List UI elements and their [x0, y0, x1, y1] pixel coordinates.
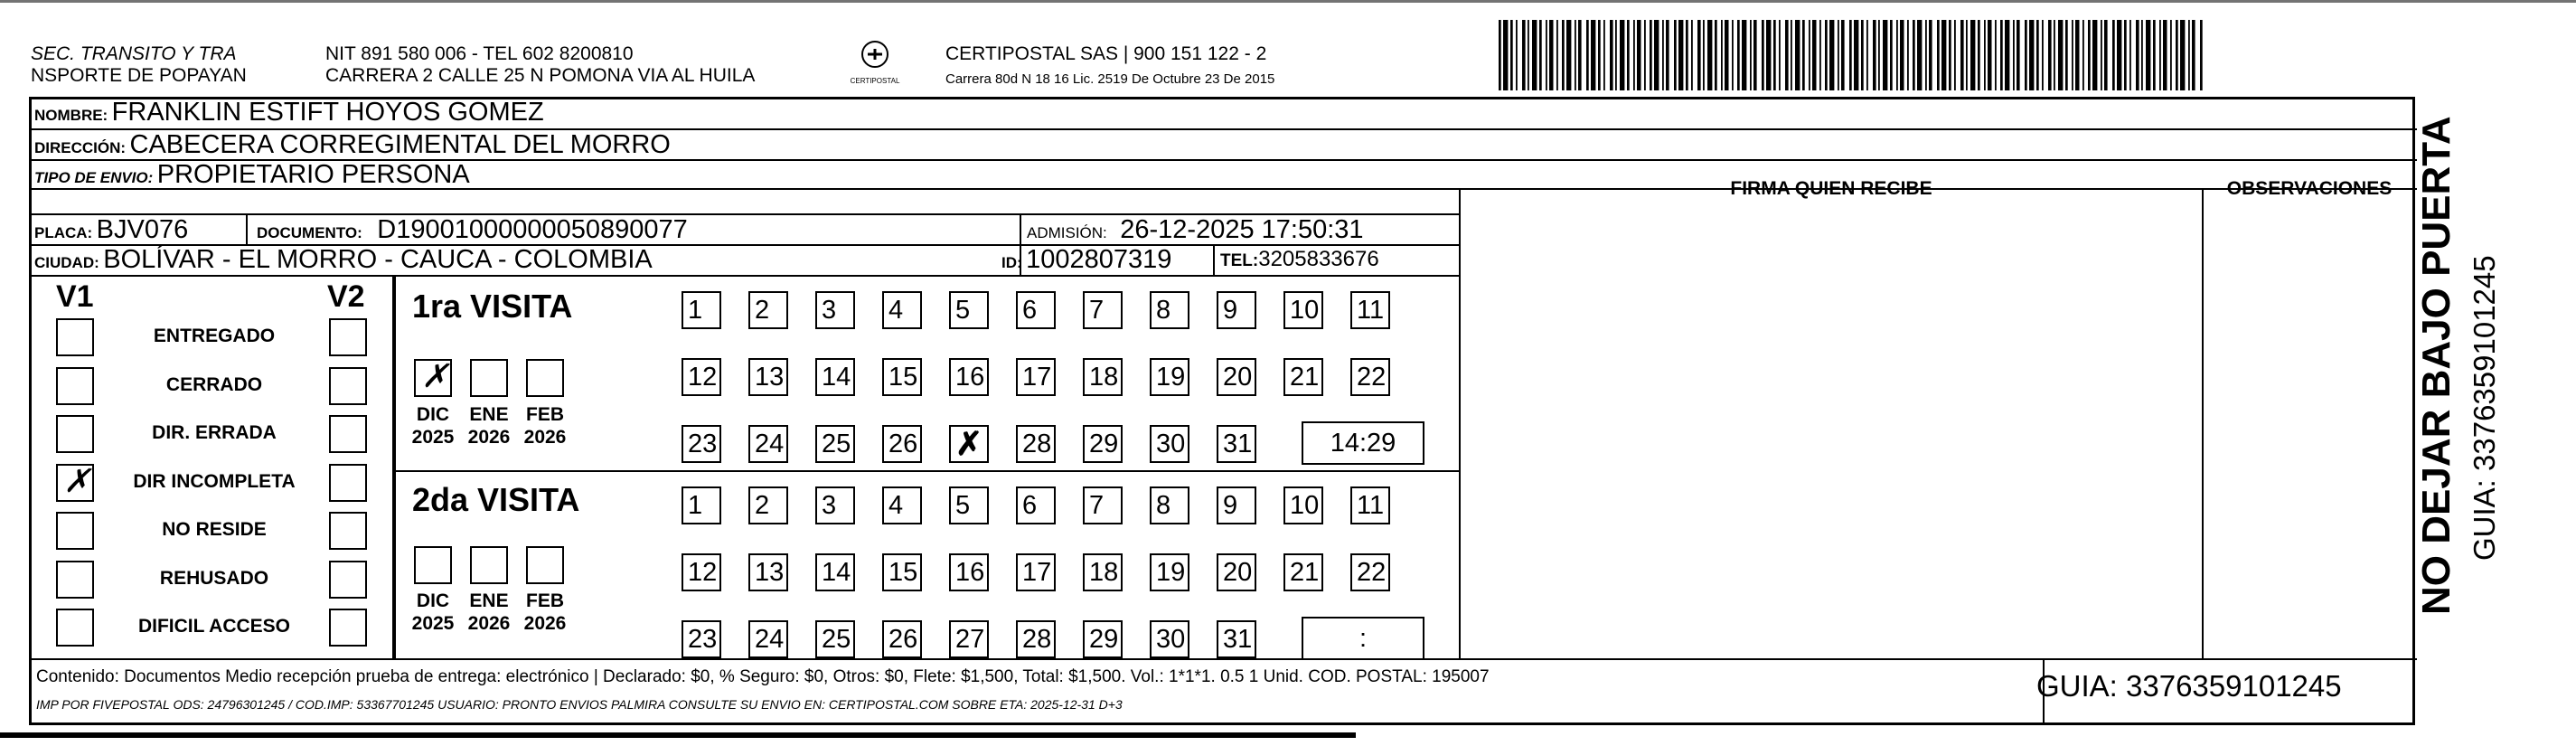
direccion-label: DIRECCIÓN: — [34, 139, 127, 156]
v1-checkbox[interactable] — [56, 609, 94, 647]
second-visit-title: 2da VISITA — [412, 481, 580, 518]
v1-checkbox[interactable] — [56, 561, 94, 599]
day-box[interactable] — [748, 358, 788, 396]
day-box[interactable] — [682, 486, 721, 524]
ciudad-row — [34, 244, 653, 279]
day-box[interactable] — [1217, 358, 1256, 396]
day-box[interactable] — [682, 620, 721, 658]
documento-value: D19001000000050890077 — [377, 215, 688, 244]
nombre-value: FRANKLIN ESTIFT HOYOS GOMEZ — [111, 98, 544, 127]
day-box[interactable] — [1016, 425, 1056, 463]
day-number: 30 — [1156, 625, 1186, 654]
day-box[interactable] — [1016, 358, 1056, 396]
day-number: 15 — [888, 558, 918, 587]
day-box[interactable] — [882, 486, 922, 524]
status-option-label: CERRADO — [165, 373, 263, 395]
placa-value: BJV076 — [96, 215, 189, 244]
tel-value: 3205833676 — [1258, 247, 1379, 271]
footer-content-line: Contenido: Documentos Medio recepción prueba de entrega: electrónico | Declarado: $0, % Seguro: $0, Otros: $0, Flete: $1,500, Total: $1,500. Vol.: 1*1*1. 0.5 1 Unid. COD. POSTAL: 195007 — [36, 667, 1490, 686]
placa-label: PLACA: — [34, 224, 93, 241]
day-number: 15 — [888, 363, 918, 392]
v1-header: V1 — [56, 279, 94, 314]
v1-checkbox[interactable] — [56, 512, 94, 550]
day-number: 10 — [1290, 491, 1320, 520]
day-number: 1 — [688, 491, 703, 520]
day-box[interactable] — [1016, 620, 1056, 658]
day-box[interactable] — [949, 553, 989, 591]
day-number: 9 — [1223, 491, 1238, 520]
day-number: 4 — [888, 491, 904, 520]
day-number: 14 — [822, 558, 851, 587]
day-box[interactable] — [815, 291, 855, 329]
footer-guia: GUIA: 3376359101245 — [2036, 669, 2342, 703]
check-mark-icon: ✗ — [955, 425, 983, 462]
tel-label: TEL: — [1220, 251, 1259, 270]
day-box[interactable] — [1083, 291, 1123, 329]
tel-row — [1220, 244, 1379, 278]
day-number: 21 — [1290, 558, 1320, 587]
day-number: 28 — [1022, 625, 1052, 654]
day-number: 16 — [955, 363, 985, 392]
time-box[interactable]: : — [1302, 617, 1424, 660]
day-box[interactable] — [1083, 425, 1123, 463]
sender-line-1: SEC. TRANSITO Y TRA — [31, 43, 237, 64]
v2-checkbox[interactable] — [329, 318, 367, 356]
day-box[interactable] — [748, 620, 788, 658]
day-number: 6 — [1022, 491, 1038, 520]
day-number: 13 — [755, 558, 785, 587]
day-box[interactable] — [1350, 486, 1390, 524]
carrier-line-1: CERTIPOSTAL SAS | 900 151 122 - 2 — [945, 43, 1267, 64]
admision-value: 26-12-2025 17:50:31 — [1120, 215, 1364, 244]
day-box[interactable] — [748, 553, 788, 591]
day-number: 24 — [755, 430, 785, 458]
month-checkbox[interactable] — [470, 359, 508, 397]
month-label: FEB 2026 — [523, 404, 567, 448]
day-box[interactable] — [1083, 486, 1123, 524]
day-box[interactable] — [1150, 620, 1189, 658]
nombre-row — [34, 97, 544, 132]
status-option-label: ENTREGADO — [153, 326, 276, 346]
day-number: 23 — [688, 430, 718, 458]
day-box[interactable] — [1150, 291, 1189, 329]
day-number: 2 — [755, 491, 770, 520]
carrier-line-2: Carrera 80d N 18 16 Lic. 2519 De Octubre 23 De 2015 — [945, 71, 1275, 87]
day-box[interactable] — [682, 425, 721, 463]
day-number: 5 — [955, 296, 971, 325]
certipostal-logo — [832, 38, 918, 92]
day-number: 12 — [688, 558, 718, 587]
day-number: 20 — [1223, 363, 1253, 392]
day-number: 17 — [1022, 363, 1052, 392]
day-box[interactable] — [1150, 553, 1189, 591]
day-number: 30 — [1156, 430, 1186, 458]
day-box[interactable] — [748, 425, 788, 463]
day-box[interactable] — [949, 291, 989, 329]
day-number: 29 — [1089, 430, 1119, 458]
day-number: 17 — [1022, 558, 1052, 587]
day-box[interactable] — [682, 358, 721, 396]
month-checkbox[interactable] — [526, 546, 564, 584]
day-number: 4 — [888, 296, 904, 325]
status-option-label: DIFICIL ACCESO — [137, 616, 290, 637]
month-label: ENE 2026 — [467, 404, 511, 448]
admision-label: ADMISIÓN: — [1027, 224, 1107, 241]
day-number: 19 — [1156, 363, 1186, 392]
day-box[interactable] — [1217, 291, 1256, 329]
logo-text: CERTIPOSTAL — [850, 77, 900, 85]
day-number: 7 — [1089, 296, 1105, 325]
first-visit-title: 1ra VISITA — [412, 288, 573, 325]
day-box[interactable] — [1217, 620, 1256, 658]
day-box[interactable] — [815, 620, 855, 658]
day-box[interactable] — [882, 425, 922, 463]
day-number: 3 — [822, 296, 837, 325]
check-mark-icon: ✗ — [63, 461, 91, 499]
day-box[interactable] — [748, 291, 788, 329]
month-checkbox[interactable] — [526, 359, 564, 397]
day-number: 24 — [755, 625, 785, 654]
firma-area[interactable] — [1461, 215, 2202, 656]
day-box[interactable] — [1150, 425, 1189, 463]
day-box[interactable] — [1217, 486, 1256, 524]
day-box[interactable] — [949, 425, 989, 463]
day-number: 21 — [1290, 363, 1320, 392]
nombre-label: NOMBRE: — [34, 107, 108, 124]
day-box[interactable] — [949, 358, 989, 396]
v1-checkbox[interactable] — [56, 461, 94, 502]
day-number: 26 — [888, 430, 918, 458]
day-number: 26 — [888, 625, 918, 654]
day-box[interactable] — [748, 486, 788, 524]
day-box[interactable] — [1016, 486, 1056, 524]
day-box[interactable] — [1083, 553, 1123, 591]
sender-line-2: NSPORTE DE POPAYAN — [31, 65, 247, 86]
day-number: 28 — [1022, 430, 1052, 458]
day-box[interactable] — [1150, 358, 1189, 396]
day-number: 31 — [1223, 625, 1253, 654]
tipo-envio-value: PROPIETARIO PERSONA — [156, 160, 470, 189]
v2-header: V2 — [327, 279, 365, 314]
day-box[interactable] — [949, 486, 989, 524]
status-option-label: REHUSADO — [159, 567, 269, 589]
side-guia: GUIA: 3376359101245 — [2468, 255, 2501, 561]
month-checkbox[interactable] — [414, 359, 452, 397]
day-number: 10 — [1290, 296, 1320, 325]
direccion-value: CABECERA CORREGIMENTAL DEL MORRO — [129, 130, 671, 159]
day-number: 14 — [822, 363, 851, 392]
firma-column-header: FIRMA QUIEN RECIBE — [1730, 178, 1932, 199]
day-box[interactable] — [1283, 486, 1323, 524]
day-number: 31 — [1223, 430, 1253, 458]
time-box[interactable]: 14:29 — [1302, 421, 1424, 465]
day-box[interactable] — [1217, 425, 1256, 463]
month-checkbox[interactable] — [414, 546, 452, 584]
day-number: 1 — [688, 296, 703, 325]
v2-checkbox[interactable] — [329, 367, 367, 405]
day-box[interactable] — [1283, 358, 1323, 396]
tipo-envio-row — [34, 159, 470, 194]
status-option-label: DIR INCOMPLETA — [133, 470, 296, 492]
sender-address-line: CARRERA 2 CALLE 25 N POMONA VIA AL HUILA — [325, 65, 756, 86]
day-number: 18 — [1089, 558, 1119, 587]
day-box[interactable] — [882, 553, 922, 591]
v2-checkbox[interactable] — [329, 609, 367, 647]
day-number: 5 — [955, 491, 971, 520]
day-box[interactable] — [882, 291, 922, 329]
day-number: 23 — [688, 625, 718, 654]
day-box[interactable] — [1083, 620, 1123, 658]
v1-checkbox[interactable] — [56, 415, 94, 453]
day-box[interactable] — [815, 358, 855, 396]
day-number: 11 — [1357, 491, 1385, 520]
day-box[interactable] — [815, 425, 855, 463]
day-number: 8 — [1156, 296, 1171, 325]
day-number: 25 — [822, 430, 851, 458]
id-label: ID: — [1001, 254, 1022, 271]
day-number: 11 — [1357, 296, 1385, 325]
sender-nit-line: NIT 891 580 006 - TEL 602 8200810 — [325, 43, 634, 64]
day-box[interactable] — [1083, 358, 1123, 396]
month-checkbox[interactable] — [470, 546, 508, 584]
day-box[interactable] — [949, 620, 989, 658]
ciudad-value: BOLÍVAR - EL MORRO - CAUCA - COLOMBIA — [103, 245, 653, 274]
day-number: 8 — [1156, 491, 1171, 520]
tipo-envio-label: TIPO DE ENVIO: — [34, 169, 154, 186]
footer-print-line: IMP POR FIVEPOSTAL ODS: 24796301245 / COD.IMP: 53367701245 USUARIO: PRONTO ENVIOS PALMIRA CONSULTE SU ENVIO EN: CERTIPOSTAL.COM SOBRE ETA: 2025-12-31 D+3 — [36, 697, 1123, 712]
day-number: 29 — [1089, 625, 1119, 654]
day-box[interactable] — [1283, 553, 1323, 591]
day-box[interactable] — [1150, 486, 1189, 524]
day-box[interactable] — [1350, 291, 1390, 329]
day-number: 12 — [688, 363, 718, 392]
day-box[interactable] — [1217, 553, 1256, 591]
v2-checkbox[interactable] — [329, 512, 367, 550]
id-row — [1001, 244, 1171, 279]
day-number: 22 — [1357, 558, 1387, 587]
day-box[interactable] — [682, 553, 721, 591]
day-number: 3 — [822, 491, 837, 520]
day-number: 25 — [822, 625, 851, 654]
day-box[interactable] — [1016, 291, 1056, 329]
day-number: 27 — [955, 625, 985, 654]
v1-checkbox[interactable] — [56, 318, 94, 356]
day-number: 20 — [1223, 558, 1253, 587]
month-label: DIC 2025 — [411, 404, 455, 448]
observaciones-column-header: OBSERVACIONES — [2226, 178, 2393, 199]
side-warning: NO DEJAR BAJO PUERTA — [2414, 116, 2458, 615]
day-number: 19 — [1156, 558, 1186, 587]
day-number: 13 — [755, 363, 785, 392]
v1-checkbox[interactable] — [56, 367, 94, 405]
day-box[interactable] — [882, 358, 922, 396]
v2-checkbox[interactable] — [329, 561, 367, 599]
month-label: ENE 2026 — [467, 590, 511, 634]
day-number: 2 — [755, 296, 770, 325]
day-box[interactable] — [1350, 358, 1390, 396]
documento-label: DOCUMENTO: — [257, 224, 362, 241]
month-label: FEB 2026 — [523, 590, 567, 634]
status-option-label: NO RESIDE — [162, 519, 267, 540]
observaciones-area[interactable] — [2204, 215, 2415, 656]
day-box[interactable] — [882, 620, 922, 658]
day-box[interactable] — [815, 553, 855, 591]
day-number: 16 — [955, 558, 985, 587]
v2-checkbox[interactable] — [329, 415, 367, 453]
status-option-label: DIR. ERRADA — [152, 422, 277, 443]
day-box[interactable] — [1283, 291, 1323, 329]
check-mark-icon: ✗ — [421, 357, 449, 394]
day-box[interactable] — [1016, 553, 1056, 591]
top-edge-marks — [0, 0, 2576, 7]
day-number: 22 — [1357, 363, 1387, 392]
day-box[interactable] — [815, 486, 855, 524]
day-box[interactable] — [682, 291, 721, 329]
month-label: DIC 2025 — [411, 590, 455, 634]
barcode-icon — [1499, 20, 2204, 90]
ciudad-label: CIUDAD: — [34, 254, 99, 271]
bottom-edge-mark — [0, 732, 1356, 738]
day-number: 7 — [1089, 491, 1105, 520]
day-number: 18 — [1089, 363, 1119, 392]
day-number: 9 — [1223, 296, 1238, 325]
day-number: 6 — [1022, 296, 1038, 325]
day-box[interactable] — [1350, 553, 1390, 591]
v2-checkbox[interactable] — [329, 464, 367, 502]
id-value: 1002807319 — [1026, 245, 1172, 274]
